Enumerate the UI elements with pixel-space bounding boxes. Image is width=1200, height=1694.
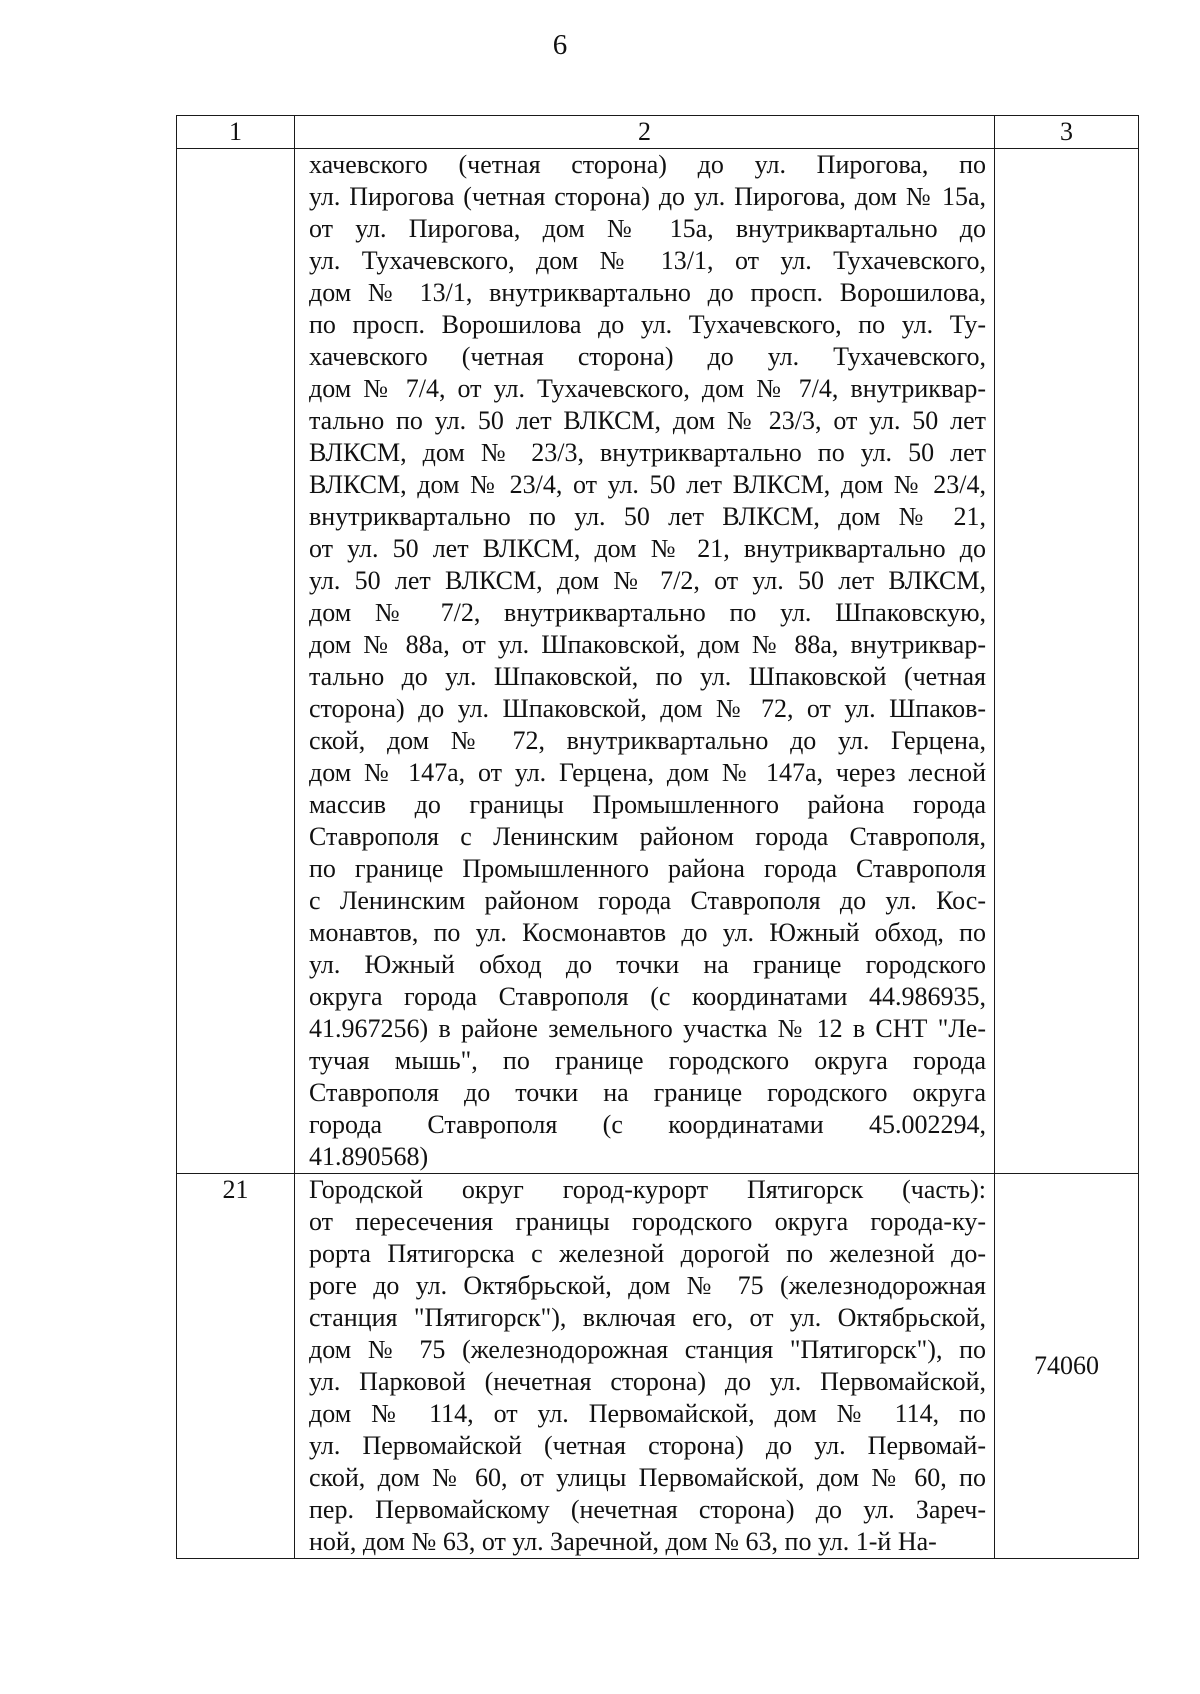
text-line: города Ставрополя (с координатами 45.002294, — [309, 1110, 986, 1139]
text-line: ВЛКСМ, дом № 23/3, внутриквартально по ул. 50 лет — [309, 438, 986, 467]
text-line: ской, дом № 72, внутриквартально до ул. Герцена, — [309, 726, 986, 755]
text-line: дом № 7/2, внутриквартально по ул. Шпаковскую, — [309, 598, 986, 627]
text-line: 41.890568) — [309, 1142, 429, 1171]
text-line: дом № 114, от ул. Первомайской, дом № 114, по — [309, 1399, 986, 1428]
text-line: дом № 147а, от ул. Герцена, дом № 147а, через лесной — [309, 758, 986, 787]
text-line: ул. 50 лет ВЛКСМ, дом № 7/2, от ул. 50 лет ВЛКСМ, — [309, 566, 986, 595]
text-line: от ул. Пирогова, дом № 15а, внутриквартально до — [309, 214, 986, 243]
text-line: от ул. 50 лет ВЛКСМ, дом № 21, внутриквартально до — [309, 534, 986, 563]
page-number: 6 — [552, 29, 568, 61]
text-line: станция "Пятигорск"), включая его, от ул. Октябрьской, — [309, 1303, 986, 1332]
text-line: рорта Пятигорска с железной дорогой по железной до- — [309, 1239, 986, 1268]
text-line: ВЛКСМ, дом № 23/4, от ул. 50 лет ВЛКСМ, дом № 23/4, — [309, 470, 986, 499]
table-row-continuation — [177, 149, 1139, 1174]
text-line: монавтов, по ул. Космонавтов до ул. Южный обход, по — [309, 918, 986, 947]
header-col-3: 3 — [995, 116, 1139, 149]
text-line: роге до ул. Октябрьской, дом № 75 (железнодорожная — [309, 1271, 986, 1300]
text-line: пер. Первомайскому (нечетная сторона) до ул. Зареч- — [309, 1495, 986, 1524]
boundary-description — [295, 1174, 995, 1559]
text-line: 41.967256) в районе земельного участка № 12 в СНТ "Ле- — [309, 1014, 986, 1043]
text-line: ул. Южный обход до точки на границе городского — [309, 950, 986, 979]
header-col-2: 2 — [295, 116, 995, 149]
text-line: Городской округ город-курорт Пятигорск (часть): — [309, 1175, 986, 1204]
text-line: хачевского (четная сторона) до ул. Тухачевского, — [309, 342, 986, 371]
text-line: тучая мышь", по границе городского округа города — [309, 1046, 986, 1075]
text-line: по границе Промышленного района города Ставрополя — [309, 854, 986, 883]
text-line: Ставрополя с Ленинским районом города Ставрополя, — [309, 822, 986, 851]
text-line: дом № 7/4, от ул. Тухачевского, дом № 7/4, внутриквар- — [309, 374, 986, 403]
row-number-cell — [177, 149, 295, 1174]
text-line: сторона) до ул. Шпаковской, дом № 72, от ул. Шпаков- — [309, 694, 986, 723]
text-line: дом № 88а, от ул. Шпаковской, дом № 88а, внутриквар- — [309, 630, 986, 659]
text-line: с Ленинским районом города Ставрополя до ул. Кос- — [309, 886, 986, 915]
text-line: хачевского (четная сторона) до ул. Пирогова, по — [309, 150, 986, 179]
text-line: от пересечения границы городского округа города-ку- — [309, 1207, 986, 1236]
text-line: дом № 13/1, внутриквартально до просп. Ворошилова, — [309, 278, 986, 307]
code-cell — [995, 149, 1139, 1174]
text-line: ул. Тухачевского, дом № 13/1, от ул. Тухачевского, — [309, 246, 986, 275]
text-line: тально по ул. 50 лет ВЛКСМ, дом № 23/3, от ул. 50 лет — [309, 406, 986, 435]
text-line: дом № 75 (железнодорожная станция "Пятигорск"), по — [309, 1335, 986, 1364]
table-row-21 — [177, 1174, 1139, 1559]
text-line: ул. Первомайской (четная сторона) до ул. Первомай- — [309, 1431, 986, 1460]
text-line: по просп. Ворошилова до ул. Тухачевского, по ул. Ту- — [309, 310, 986, 339]
header-col-1: 1 — [177, 116, 295, 149]
text-line: Ставрополя до точки на границе городского округа — [309, 1078, 986, 1107]
table-header-row — [177, 116, 1139, 149]
districts-table — [176, 115, 1139, 1559]
row-number-cell: 21 — [177, 1174, 295, 1559]
text-line: внутриквартально по ул. 50 лет ВЛКСМ, дом № 21, — [309, 502, 986, 531]
text-line: тально до ул. Шпаковской, по ул. Шпаковской (четная — [309, 662, 986, 691]
text-line: массив до границы Промышленного района города — [309, 790, 986, 819]
text-line: ской, дом № 60, от улицы Первомайской, дом № 60, по — [309, 1463, 986, 1492]
text-line: округа города Ставрополя (с координатами 44.986935, — [309, 982, 986, 1011]
text-line: ул. Парковой (нечетная сторона) до ул. Первомайской, — [309, 1367, 986, 1396]
text-line: ул. Пирогова (четная сторона) до ул. Пирогова, дом № 15а, — [309, 182, 986, 211]
code-cell: 74060 — [995, 1174, 1139, 1559]
text-line: ной, дом № 63, от ул. Заречной, дом № 63, по ул. 1-й На- — [309, 1527, 937, 1556]
boundary-description — [295, 149, 995, 1174]
